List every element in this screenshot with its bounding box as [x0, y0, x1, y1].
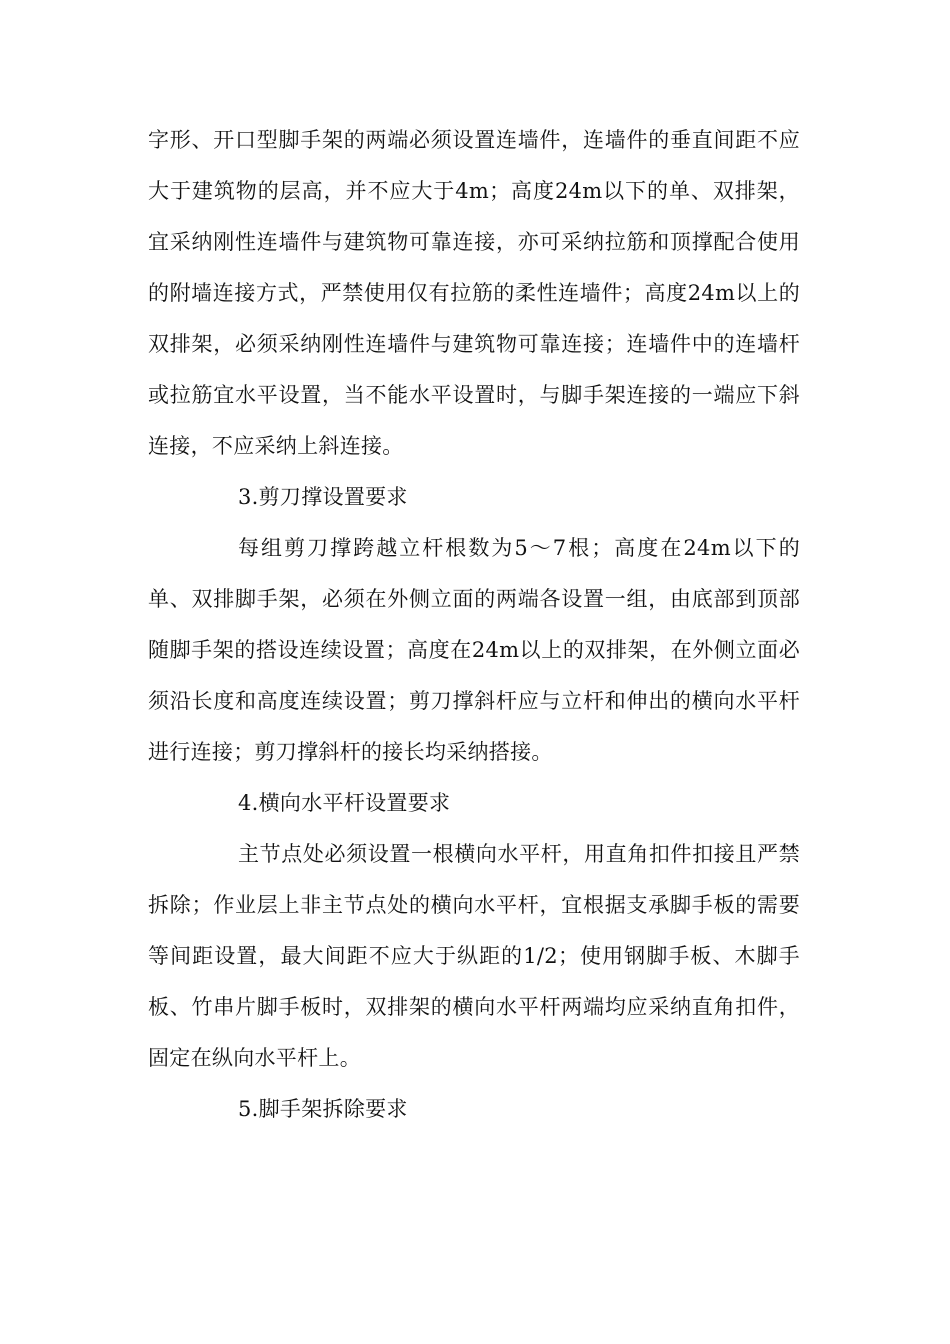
document-page	[148, 115, 800, 1135]
heading-transverse-bar: 4.横向水平杆设置要求	[238, 791, 451, 815]
paragraph-wall-ties: 字形、开口型脚手架的两端必须设置连墙件，连墙件的垂直间距不应大于建筑物的层高，并不应大于4m；高度24m以下的单、双排架，宜采纳刚性连墙件与建筑物可靠连接，亦可采纳拉筋和顶撑配合使用的附墙连接方式，严禁使用仅有拉筋的柔性连墙件；高度24m以上的双排架，必须采纳刚性连墙件与建筑物可靠连接；连墙件中的连墙杆或拉筋宜水平设置，当不能水平设置时，与脚手架连接的一端应下斜连接，不应采纳上斜连接。	[148, 128, 800, 458]
heading-scissor-brace: 3.剪刀撑设置要求	[238, 485, 408, 509]
heading-dismantling: 5.脚手架拆除要求	[238, 1097, 408, 1121]
paragraph-transverse-bar: 主节点处必须设置一根横向水平杆，用直角扣件扣接且严禁拆除；作业层上非主节点处的横向水平杆，宜根据支承脚手板的需要等间距设置，最大间距不应大于纵距的1/2；使用钢脚手板、木脚手板、竹串片脚手板时，双排架的横向水平杆两端均应采纳直角扣件，固定在纵向水平杆上。	[148, 842, 800, 1070]
paragraph-scissor-brace: 每组剪刀撑跨越立杆根数为5～7根；高度在24m以下的单、双排脚手架，必须在外侧立面的两端各设置一组，由底部到顶部随脚手架的搭设连续设置；高度在24m以上的双排架，在外侧立面必须沿长度和高度连续设置；剪刀撑斜杆应与立杆和伸出的横向水平杆进行连接；剪刀撑斜杆的接长均采纳搭接。	[148, 536, 800, 764]
